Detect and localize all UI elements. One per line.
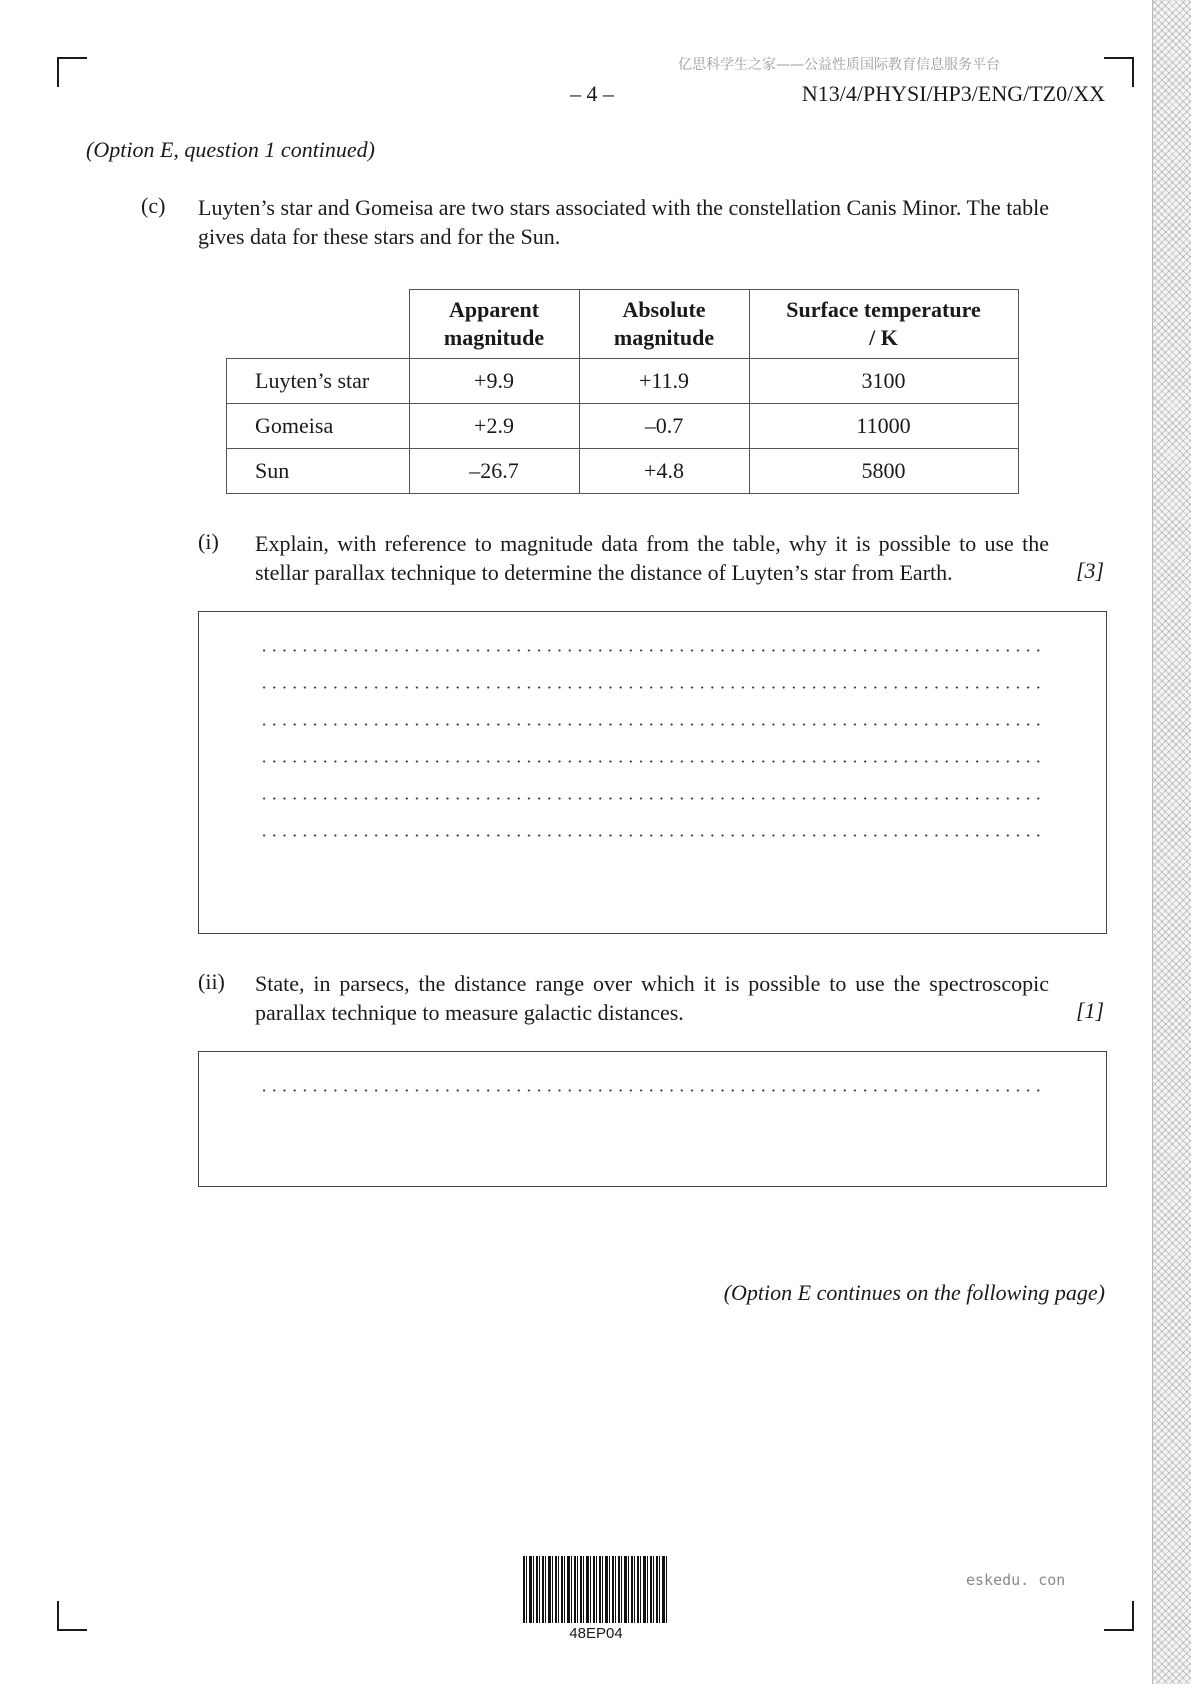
table-header-row: [227, 290, 1019, 359]
table-empty-cell: [227, 290, 410, 359]
absolute-magnitude-value: +11.9: [579, 359, 749, 404]
answer-line: [259, 797, 1046, 800]
part-i-label: (i): [198, 529, 219, 554]
apparent-magnitude-value: +2.9: [409, 404, 579, 449]
star-name: Gomeisa: [227, 404, 410, 449]
side-binding-strip: [1152, 0, 1191, 1684]
table-row: [227, 404, 1019, 449]
header-line: magnitude: [443, 325, 545, 350]
answer-line: [259, 1089, 1046, 1092]
site-text: eskedu. con: [966, 1571, 1066, 1589]
part-i-text: Explain, with reference to magnitude data from the table, why it is possible to use the stellar parallax technique to determine the distance of Luyten’s star from Earth.: [255, 531, 1049, 585]
continued-label: (Option E, question 1 continued): [86, 137, 376, 162]
header-absolute-magnitude: [579, 290, 749, 359]
star-name: Luyten’s star: [227, 359, 410, 404]
header-line: Absolute: [622, 297, 706, 322]
answer-line: [259, 723, 1046, 726]
barcode-text: 48EP04: [569, 1625, 623, 1642]
crop-mark-bottom-left: [57, 1601, 87, 1631]
part-c-text: Luyten’s star and Gomeisa are two stars associated with the constellation Canis Minor. The table gives data for these stars and for the Sun.: [198, 195, 1049, 249]
header-apparent-magnitude: [409, 290, 579, 359]
header-line: magnitude: [613, 325, 715, 350]
crop-mark-bottom-right: [1104, 1601, 1134, 1631]
temperature-value: 11000: [749, 404, 1018, 449]
apparent-magnitude-value: +9.9: [409, 359, 579, 404]
part-i-marks: [3]: [1076, 558, 1105, 583]
absolute-magnitude-value: +4.8: [579, 449, 749, 494]
header-line: Surface temperature: [786, 297, 981, 322]
apparent-magnitude-value: –26.7: [409, 449, 579, 494]
crop-mark-top-left: [57, 57, 87, 87]
header-line: / K: [869, 325, 898, 350]
answer-line: [259, 834, 1046, 837]
table-row: [227, 359, 1019, 404]
barcode: [523, 1556, 669, 1642]
paper-code: N13/4/PHYSI/HP3/ENG/TZ0/XX: [801, 81, 1105, 106]
crop-mark-top-right: [1104, 57, 1134, 87]
answer-line: [259, 686, 1046, 689]
absolute-magnitude-value: –0.7: [579, 404, 749, 449]
answer-line: [259, 649, 1046, 652]
part-c-label: (c): [141, 193, 166, 218]
answer-box-part-i[interactable]: [198, 611, 1107, 934]
answer-line: [259, 760, 1046, 763]
temperature-value: 5800: [749, 449, 1018, 494]
star-data-table: [226, 289, 1019, 494]
continues-note: (Option E continues on the following page): [723, 1280, 1105, 1305]
page-number: – 4 –: [570, 81, 614, 106]
barcode-bars: [523, 1556, 669, 1623]
header-line: Apparent: [448, 297, 540, 322]
header-surface-temperature: [749, 290, 1018, 359]
temperature-value: 3100: [749, 359, 1018, 404]
table-row: [227, 449, 1019, 494]
watermark-text: 亿思科学生之家——公益性质国际教育信息服务平台: [678, 57, 1000, 73]
answer-box-part-ii[interactable]: [198, 1051, 1107, 1187]
part-ii-label: (ii): [198, 969, 225, 994]
part-ii-text: State, in parsecs, the distance range over which it is possible to use the spectroscopic parallax technique to measure galactic distances.: [255, 971, 1049, 1025]
part-ii-marks: [1]: [1076, 998, 1105, 1023]
star-name: Sun: [227, 449, 410, 494]
